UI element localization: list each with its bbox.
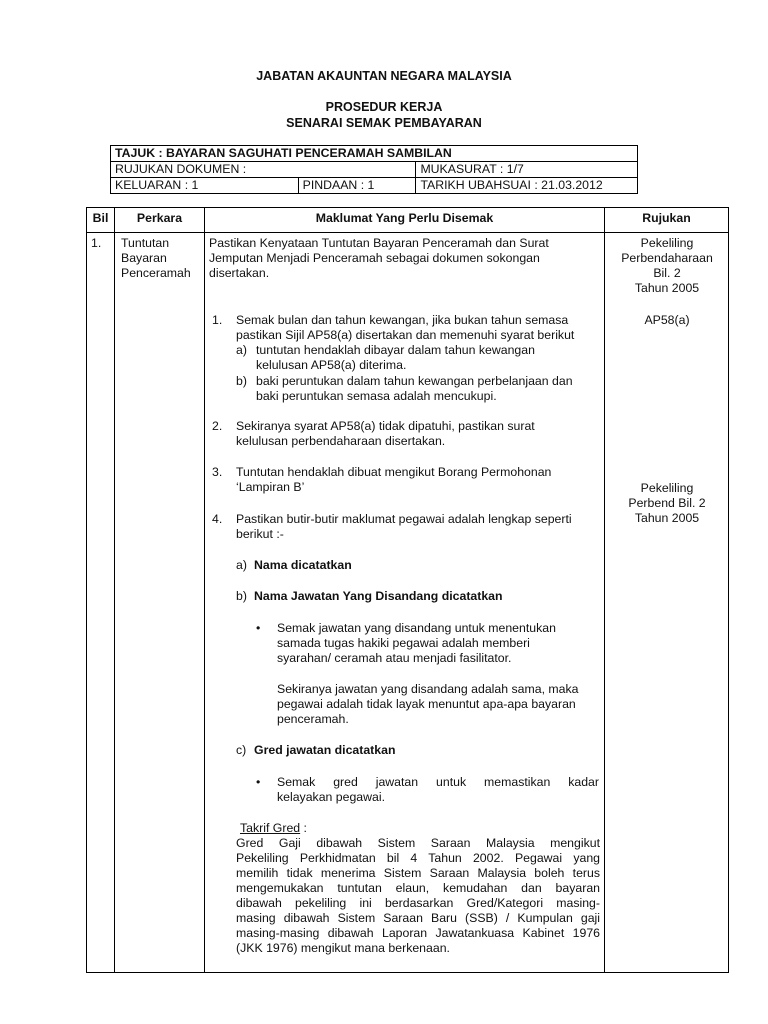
reference-line: Perbendaharaan: [621, 251, 713, 265]
bullet-c-text: [277, 775, 599, 805]
para-line: penceramah.: [277, 712, 349, 726]
reference-line: Pekeliling: [640, 481, 694, 495]
bullet-line: Semak gred jawatan untuk memastikan kadar: [277, 775, 599, 789]
item-line: pastikan Sijil AP58(a) disertakan dan memenuhi syarat berikut: [236, 328, 575, 342]
item-line: ‘Lampiran B’: [236, 480, 305, 494]
bullet-line: kelayakan pegawai.: [277, 790, 386, 804]
header-divider: [86, 232, 729, 233]
perkara-line: Penceramah: [121, 266, 191, 280]
meta-tarikh: TARIKH UBAHSUAI : 21.03.2012: [416, 178, 638, 194]
column-header-maklumat: Maklumat Yang Perlu Disemak: [315, 211, 494, 225]
row-number: 1.: [91, 236, 102, 250]
takrif-title: Takrif Gred: [240, 821, 301, 835]
reference-line: Tahun 2005: [634, 511, 700, 525]
doc-title: PROSEDUR KERJA: [325, 100, 443, 114]
item-line: Semak bulan dan tahun kewangan, jika bukan tahun semasa: [236, 313, 569, 327]
takrif-line: Gred Gaji dibawah Sistem Saraan Malaysia mengikut: [236, 836, 600, 850]
takrif-line: mengemukakan tuntutan elaun, kemudahan dan bayaran: [236, 881, 600, 895]
bullet-line: samada tugas hakiki pegawai adalah memberi: [277, 636, 530, 650]
item-line: baki peruntukan semasa adalah mencukupi.: [256, 389, 497, 403]
column-divider: [204, 207, 205, 973]
org-title: JABATAN AKAUNTAN NEGARA MALAYSIA: [256, 69, 512, 83]
item-1b-text: [256, 374, 573, 404]
takrif-line: masing dibawah Sistem Saraan Baru (SSB) / Kumpulan gaji: [236, 911, 600, 925]
bullet-icon: •: [256, 621, 261, 635]
column-header-perkara: Perkara: [136, 211, 183, 225]
takrif-paragraph: [236, 836, 600, 956]
item-line: Tuntutan hendaklah dibuat mengikut Borang Permohonan: [236, 465, 552, 479]
item-4-text: [236, 512, 572, 542]
reference-pekeliling-perbendaharaan: [606, 236, 728, 296]
item-2-text: [236, 419, 535, 449]
item-line: kelulusan AP58(a) diterima.: [256, 358, 407, 372]
meta-pindaan: PINDAAN : 1: [298, 178, 416, 194]
takrif-colon: :: [300, 821, 307, 835]
perkara-line: Tuntutan: [121, 236, 170, 250]
sub-a-heading: Nama dicatatkan: [254, 558, 352, 572]
intro-paragraph: [209, 236, 601, 281]
takrif-heading: [240, 821, 307, 836]
para-line: pegawai adalah tidak layak menuntut apa-apa bayaran: [277, 697, 576, 711]
bullet-line: Semak jawatan yang disandang untuk menentukan: [277, 621, 556, 635]
meta-tajuk: TAJUK : BAYARAN SAGUHATI PENCERAMAH SAMBILAN: [111, 146, 638, 162]
meta-keluaran: KELUARAN : 1: [111, 178, 299, 194]
column-divider: [604, 207, 605, 973]
sub-b-label: b): [236, 589, 247, 603]
item-1b-label: b): [236, 374, 247, 388]
takrif-line: memilih tidak menerima Sistem Saraan Malaysia boleh terus: [236, 866, 600, 880]
sub-b-heading: Nama Jawatan Yang Disandang dicatatkan: [254, 589, 503, 603]
para-line: Sekiranya jawatan yang disandang adalah sama, maka: [277, 682, 579, 696]
column-divider: [114, 207, 115, 973]
reference-ap58a: AP58(a): [644, 313, 690, 327]
item-line: berikut :-: [236, 527, 284, 541]
perkara-cell: [121, 236, 191, 281]
item-number: 3.: [212, 465, 223, 479]
para-b-text: [277, 682, 578, 727]
item-line: kelulusan perbendaharaan disertakan.: [236, 434, 446, 448]
item-1a-label: a): [236, 343, 247, 357]
item-line: tuntutan hendaklah dibayar dalam tahun kewangan: [256, 343, 535, 357]
bullet-b-text: [277, 621, 556, 666]
item-number: 1.: [212, 313, 223, 327]
reference-line: Perbend Bil. 2: [628, 496, 706, 510]
doc-subtitle: SENARAI SEMAK PEMBAYARAN: [286, 116, 482, 130]
item-number: 4.: [212, 512, 223, 526]
item-line: Sekiranya syarat AP58(a) tidak dipatuhi, pastikan surat: [236, 419, 535, 433]
sub-c-heading: Gred jawatan dicatatkan: [254, 743, 396, 757]
intro-line: Pastikan Kenyataan Tuntutan Bayaran Penceramah dan Surat: [209, 236, 549, 250]
reference-line: Bil. 2: [653, 266, 681, 280]
bullet-line: syarahan/ ceramah atau menjadi fasilitator.: [277, 651, 512, 665]
reference-line: Tahun 2005: [634, 281, 700, 295]
item-1a-text: [256, 343, 535, 373]
takrif-line: masing-masing dibawah Laporan Jawatankuasa Kabinet 1976: [236, 926, 600, 940]
column-header-bil: Bil: [92, 211, 109, 225]
bullet-icon: •: [256, 775, 261, 789]
takrif-line: dibawah pekeliling ini berdasarkan Gred/Kategori masing-: [236, 896, 600, 910]
meta-mukasurat: MUKASURAT : 1/7: [416, 162, 638, 178]
intro-line: disertakan.: [209, 266, 270, 280]
item-3-text: [236, 465, 551, 495]
takrif-line: Pekeliling Perkhidmatan bil 4 Tahun 2002. Pegawai yang: [236, 851, 600, 865]
column-header-rujukan: Rujukan: [642, 211, 691, 225]
sub-c-label: c): [236, 743, 247, 757]
item-1-text: [236, 313, 574, 343]
reference-line: Pekeliling: [640, 236, 694, 250]
reference-pekeliling-perbend: [606, 481, 728, 526]
perkara-line: Bayaran: [121, 251, 167, 265]
sub-a-label: a): [236, 558, 247, 572]
item-line: baki peruntukan dalam tahun kewangan perbelanjaan dan: [256, 374, 573, 388]
item-number: 2.: [212, 419, 223, 433]
document-meta-table: [110, 145, 638, 194]
meta-rujukan: RUJUKAN DOKUMEN :: [111, 162, 416, 178]
item-line: Pastikan butir-butir maklumat pegawai adalah lengkap seperti: [236, 512, 572, 526]
takrif-line: (JKK 1976) mengikut mana berkenaan.: [236, 941, 450, 955]
intro-line: Jemputan Menjadi Penceramah sebagai dokumen sokongan: [209, 251, 540, 265]
